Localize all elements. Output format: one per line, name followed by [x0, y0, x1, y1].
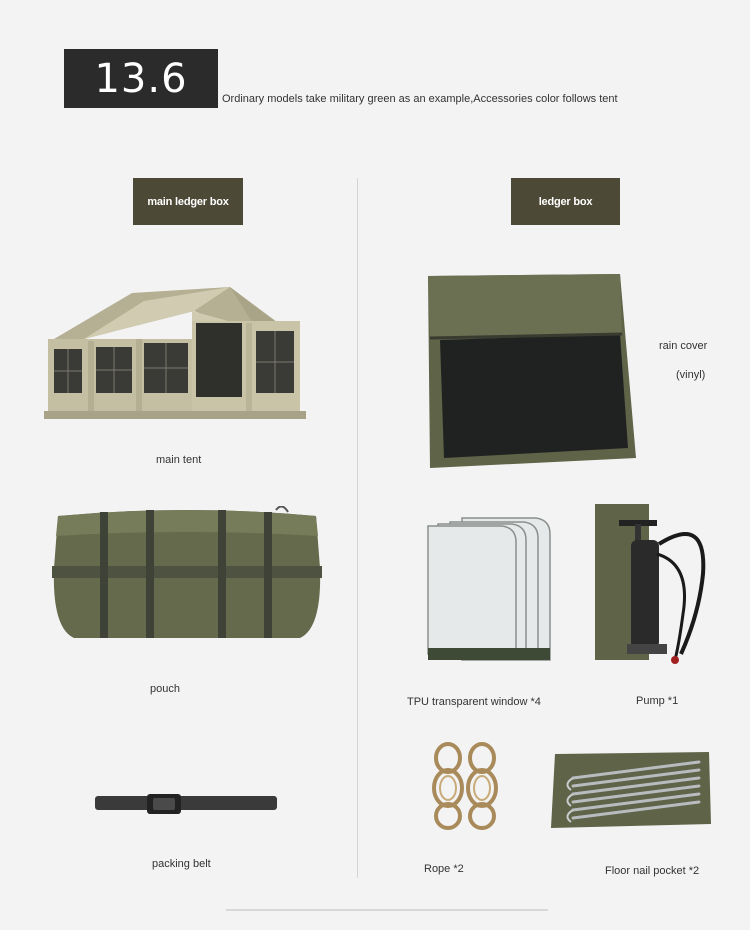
page-subtitle: Ordinary models take military green as an example,Accessories color follows tent	[222, 93, 618, 105]
rain-cover-sublabel: (vinyl)	[676, 369, 706, 381]
pump-label: Pump *1	[636, 695, 679, 707]
tpu-window-image	[426, 514, 552, 662]
rope-label: Rope *2	[424, 863, 464, 875]
packing-belt-label: packing belt	[152, 858, 211, 870]
pouch-label: pouch	[150, 683, 180, 695]
packing-belt-image	[95, 792, 277, 816]
rain-cover-label: rain cover	[659, 340, 708, 352]
size-badge-value: 13.6	[94, 55, 188, 102]
main-ledger-box-header	[133, 178, 243, 225]
main-tent-image	[44, 281, 310, 421]
column-divider	[357, 178, 358, 878]
size-badge	[64, 49, 218, 108]
floor-nail-pocket-image	[549, 748, 713, 836]
ledger-box-header-label: ledger box	[538, 195, 593, 208]
main-ledger-box-header-label: main ledger box	[147, 195, 229, 208]
pouch-image	[50, 506, 324, 642]
pump-image	[595, 504, 711, 668]
bottom-divider	[226, 909, 548, 911]
floor-nail-pocket-label: Floor nail pocket *2	[605, 865, 700, 877]
rope-image	[430, 738, 502, 832]
rain-cover-image	[424, 272, 640, 474]
main-tent-label: main tent	[156, 454, 202, 466]
ledger-box-header	[511, 178, 620, 225]
tpu-window-label: TPU transparent window *4	[407, 696, 541, 708]
